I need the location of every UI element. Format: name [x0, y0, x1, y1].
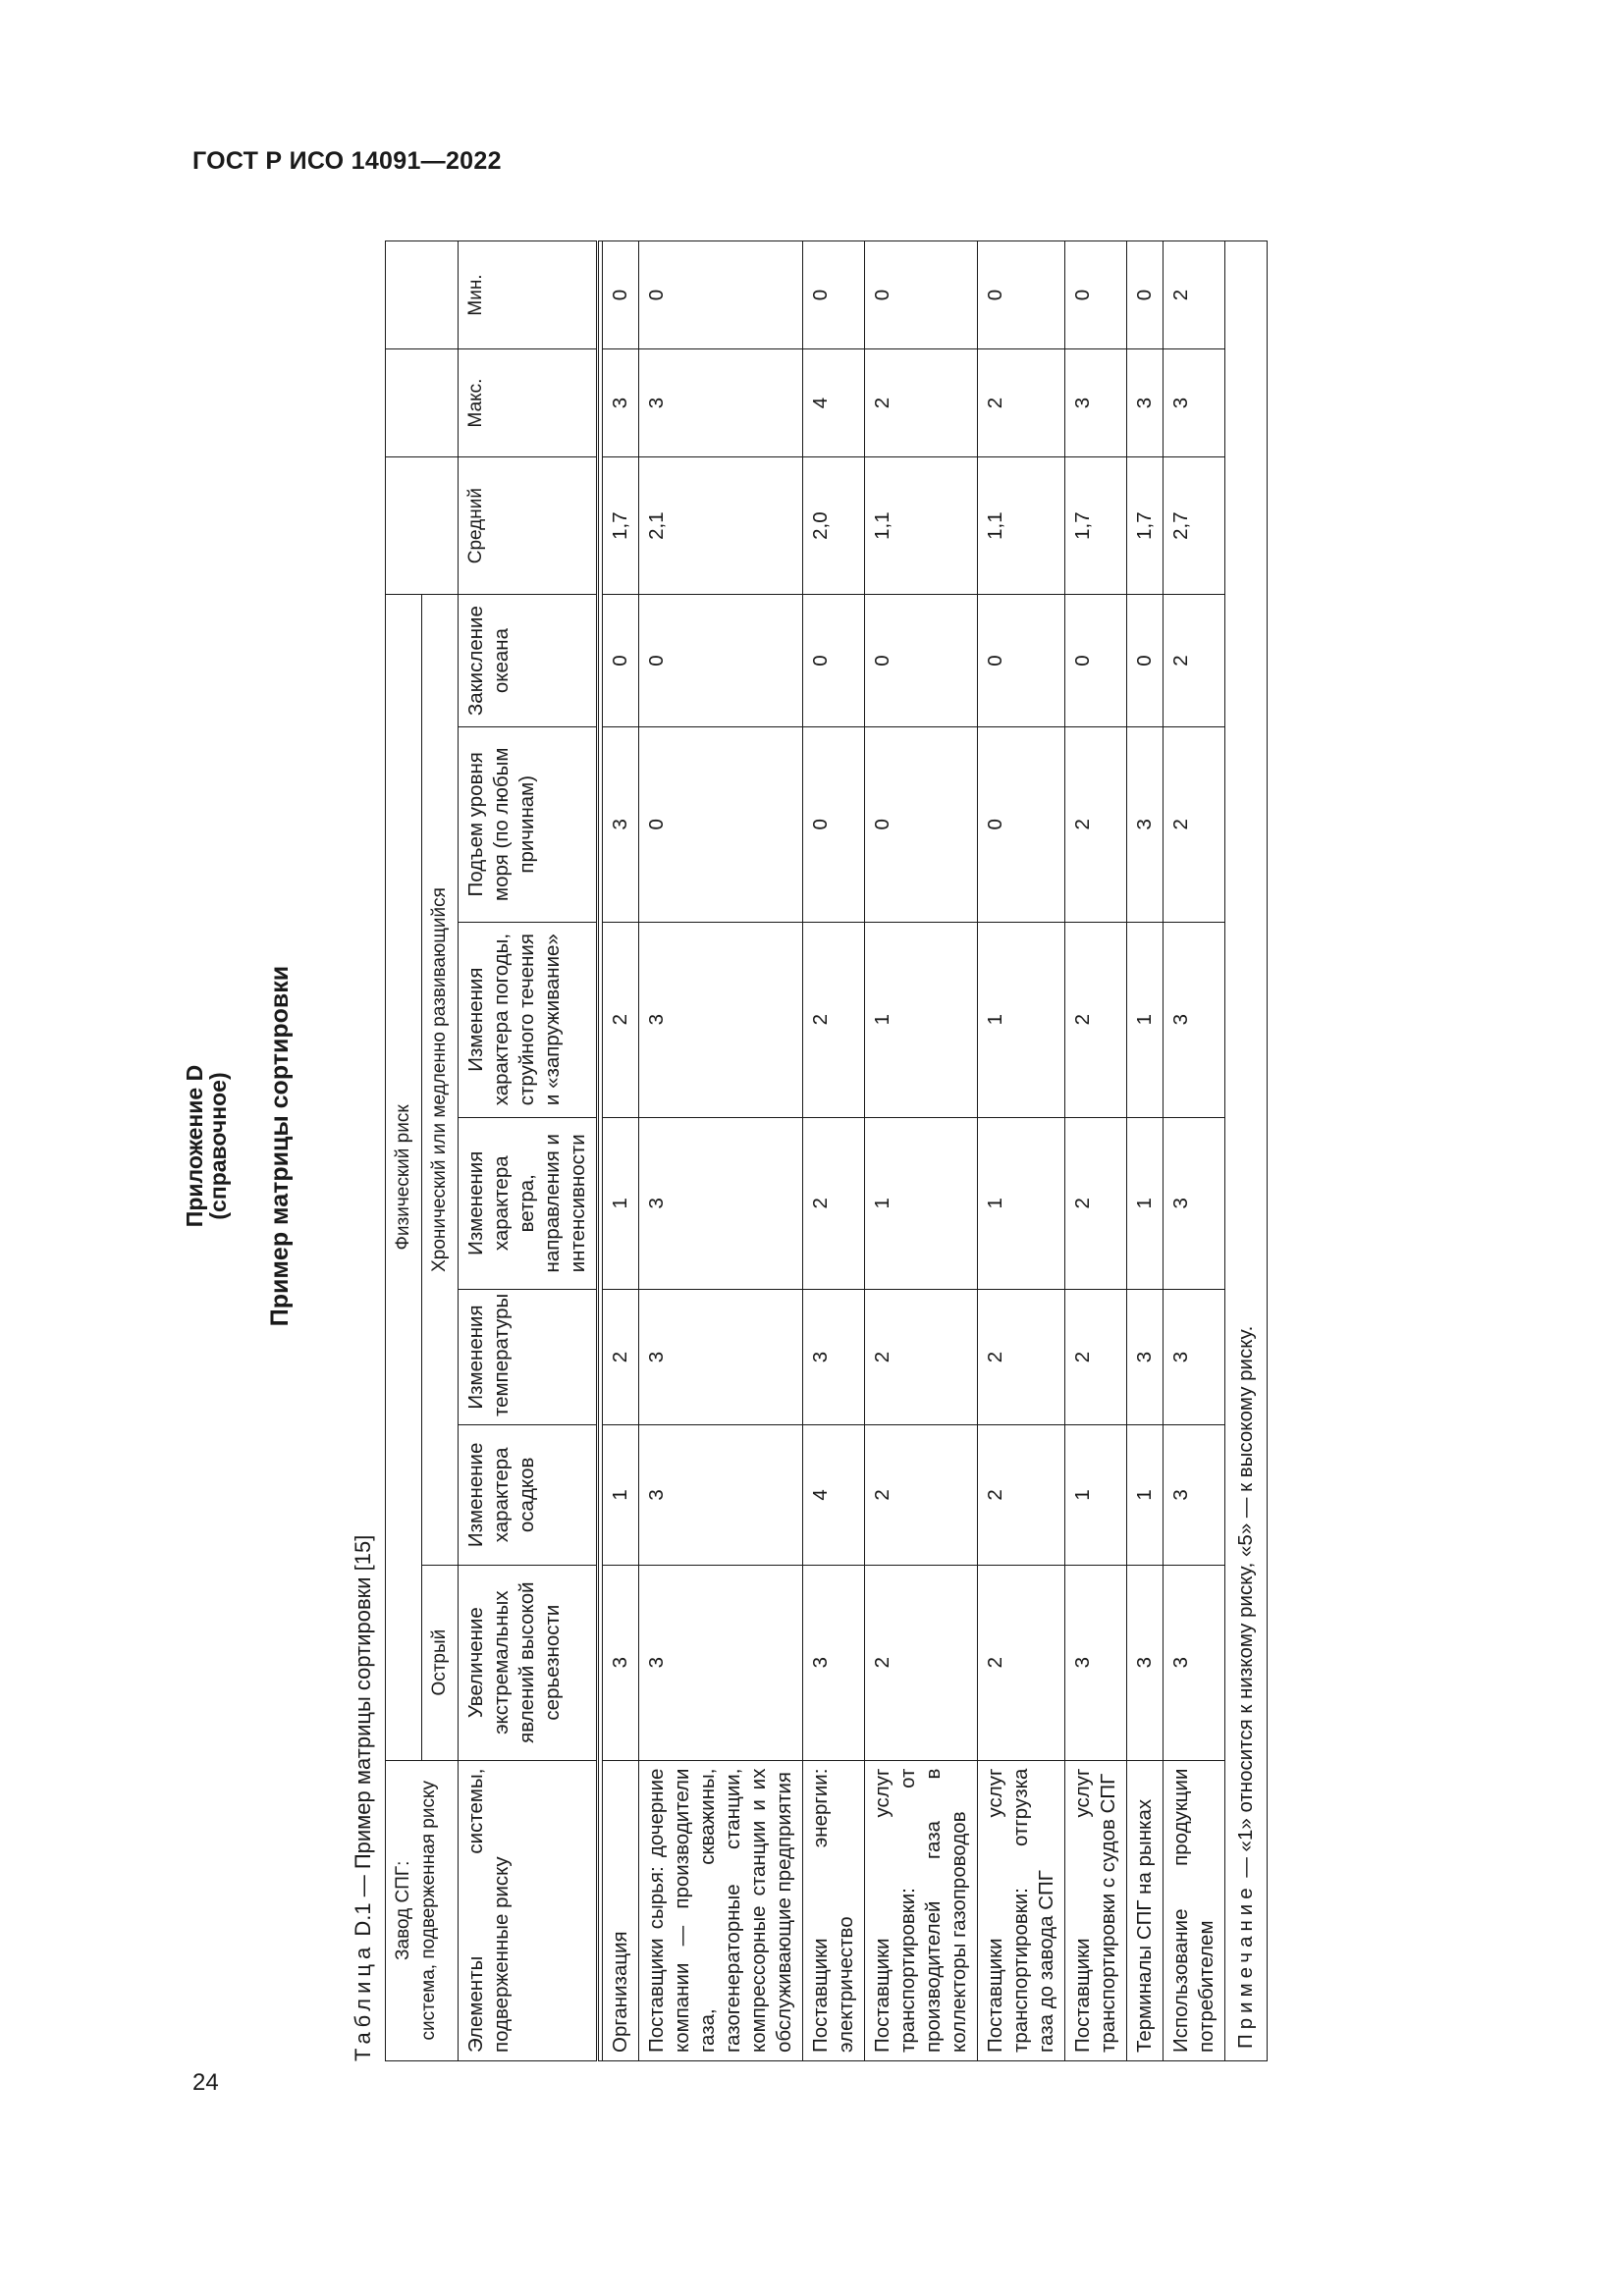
- max-value-cell: 3: [1127, 349, 1164, 457]
- hazard-header-cell: Изменения температуры: [459, 1289, 598, 1424]
- risk-score-cell: 2: [803, 922, 865, 1117]
- risk-score-cell: 3: [803, 1565, 865, 1760]
- table-row: [803, 241, 865, 2061]
- note-prefix: Примечание: [1234, 1883, 1257, 2049]
- risk-score-cell: 2: [1065, 726, 1127, 922]
- risk-score-cell: 2: [978, 1289, 1065, 1424]
- hazard-header-cell: Закисление океана: [459, 595, 598, 727]
- min-value-cell: 0: [803, 241, 865, 349]
- risk-score-cell: 2: [603, 922, 639, 1117]
- row-label: Организация: [603, 1760, 639, 2060]
- max-value-cell: 2: [865, 349, 978, 457]
- risk-score-cell: 0: [1127, 595, 1164, 727]
- table-row: [603, 241, 639, 2061]
- annex-main-title: Пример матрицы сортировки: [266, 965, 294, 1327]
- risk-score-cell: 0: [639, 726, 803, 922]
- risk-score-cell: 2: [1065, 1289, 1127, 1424]
- table-caption: [351, 1535, 376, 2061]
- row-label: Поставщики услуг транспортировки: от производителей газа в коллекторы газопроводов: [865, 1760, 978, 2060]
- group-header-acute: Острый: [422, 1565, 459, 1760]
- min-value-cell: 2: [1164, 241, 1225, 349]
- risk-score-cell: 2: [865, 1425, 978, 1566]
- row-label: Поставщики услуг транспортировки с судов СПГ: [1065, 1760, 1127, 2060]
- mean-value-cell: 2,1: [639, 456, 803, 594]
- table-row: [1127, 241, 1164, 2061]
- risk-score-cell: 3: [1127, 1289, 1164, 1424]
- group-header-physical-risk: Физический риск: [386, 595, 422, 1760]
- document-code: ГОСТ Р ИСО 14091—2022: [192, 147, 502, 175]
- max-value-cell: 3: [603, 349, 639, 457]
- risk-score-cell: 3: [1164, 1117, 1225, 1289]
- hazard-header-row: [459, 241, 598, 2061]
- mean-value-cell: 1,7: [1065, 456, 1127, 594]
- hazard-header-cell: Увеличение экстремальных явлений высокой серьезности: [459, 1565, 598, 1760]
- risk-score-cell: 3: [639, 922, 803, 1117]
- risk-score-cell: 4: [803, 1425, 865, 1566]
- risk-score-cell: 0: [1065, 595, 1127, 727]
- table-note: [1225, 241, 1268, 2061]
- table-row: [1164, 241, 1225, 2061]
- risk-score-cell: 2: [1065, 922, 1127, 1117]
- risk-score-cell: 0: [865, 726, 978, 922]
- risk-score-cell: 2: [978, 1425, 1065, 1566]
- row-label: Поставщики энергии: электричество: [803, 1760, 865, 2060]
- risk-score-cell: 2: [978, 1565, 1065, 1760]
- risk-score-cell: 1: [1127, 1425, 1164, 1566]
- risk-score-cell: 1: [603, 1117, 639, 1289]
- risk-score-cell: 0: [978, 726, 1065, 922]
- risk-score-cell: 3: [803, 1289, 865, 1424]
- risk-score-cell: 3: [1164, 1425, 1225, 1566]
- max-value-cell: 3: [1065, 349, 1127, 457]
- min-value-cell: 0: [1127, 241, 1164, 349]
- table-caption-prefix: Таблица: [351, 1942, 375, 2061]
- risk-score-cell: 1: [1065, 1425, 1127, 1566]
- mean-value-cell: 1,1: [865, 456, 978, 594]
- risk-score-cell: 0: [865, 595, 978, 727]
- min-value-cell: 0: [978, 241, 1065, 349]
- mean-value-cell: 2,0: [803, 456, 865, 594]
- table-caption-text: D.1 — Пример матрицы сортировки [15]: [351, 1534, 375, 1943]
- max-value-cell: 3: [639, 349, 803, 457]
- table-corner-header: [386, 1760, 459, 2060]
- risk-score-cell: 2: [865, 1565, 978, 1760]
- table-row: [978, 241, 1065, 2061]
- risk-score-cell: 2: [603, 1289, 639, 1424]
- table-row: [639, 241, 803, 2061]
- risk-score-cell: 0: [978, 595, 1065, 727]
- column-header-mean: Средний: [459, 456, 598, 594]
- row-label: Терминалы СПГ на рынках: [1127, 1760, 1164, 2060]
- risk-score-cell: 3: [1065, 1565, 1127, 1760]
- risk-score-cell: 3: [639, 1117, 803, 1289]
- sorting-matrix-table: [385, 240, 1268, 2061]
- risk-score-cell: 1: [1127, 922, 1164, 1117]
- risk-score-cell: 2: [1065, 1117, 1127, 1289]
- risk-score-cell: 1: [865, 1117, 978, 1289]
- risk-score-cell: 0: [639, 595, 803, 727]
- hazard-header-cell: Изменение характера осадков: [459, 1425, 598, 1566]
- risk-score-cell: 0: [803, 726, 865, 922]
- max-value-cell: 2: [978, 349, 1065, 457]
- column-header-max: Макс.: [459, 349, 598, 457]
- column-header-min: Мин.: [459, 241, 598, 349]
- hazard-header-cell: Изменения характера ветра, направления и интенсивности: [459, 1117, 598, 1289]
- min-value-cell: 0: [865, 241, 978, 349]
- row-label: Поставщики услуг транспортировки: отгрузка газа до завода СПГ: [978, 1760, 1065, 2060]
- max-value-cell: 4: [803, 349, 865, 457]
- table-note-row: [1225, 241, 1268, 2061]
- risk-score-cell: 0: [603, 595, 639, 727]
- table-row: [865, 241, 978, 2061]
- risk-score-cell: 0: [803, 595, 865, 727]
- risk-score-cell: 3: [1164, 922, 1225, 1117]
- group-header-chronic: Хронический или медленно развивающийся: [422, 595, 459, 1565]
- risk-score-cell: 3: [1164, 1565, 1225, 1760]
- risk-score-cell: 3: [639, 1425, 803, 1566]
- min-value-cell: 0: [1065, 241, 1127, 349]
- risk-score-cell: 3: [1127, 1565, 1164, 1760]
- risk-score-cell: 3: [1164, 1289, 1225, 1424]
- risk-score-cell: 1: [978, 1117, 1065, 1289]
- risk-score-cell: 3: [603, 1565, 639, 1760]
- row-label: Поставщики сырья: дочерние компании — производители газа, скважины, газогенераторные станции, компрессорные станции и их обслуживающие предприятия: [639, 1760, 803, 2060]
- risk-score-cell: 2: [1164, 726, 1225, 922]
- hazard-header-cell: Изменения характера погоды, струйного течения и «запруживание»: [459, 922, 598, 1117]
- table-corner-bottom: система, подверженная риску: [418, 1781, 439, 2041]
- note-text: — «1» относится к низкому риску, «5» — к высокому риску.: [1234, 1325, 1257, 1884]
- hazard-row-label: Элементы системы, подверженные риску: [459, 1760, 598, 2060]
- risk-score-cell: 3: [1127, 726, 1164, 922]
- mean-value-cell: 1,7: [1127, 456, 1164, 594]
- hazard-header-cell: Подъем уровня моря (по любым причинам): [459, 726, 598, 922]
- risk-score-cell: 2: [1164, 595, 1225, 727]
- mean-value-cell: 2,7: [1164, 456, 1225, 594]
- min-value-cell: 0: [639, 241, 803, 349]
- risk-score-cell: 1: [978, 922, 1065, 1117]
- risk-score-cell: 2: [865, 1289, 978, 1424]
- risk-score-cell: 1: [1127, 1117, 1164, 1289]
- table-row: [1065, 241, 1127, 2061]
- risk-score-cell: 1: [865, 922, 978, 1117]
- table-corner-top: Завод СПГ:: [393, 1860, 413, 1960]
- risk-score-cell: 3: [603, 726, 639, 922]
- risk-score-cell: 3: [639, 1289, 803, 1424]
- rotated-annex-content: [182, 231, 1419, 2061]
- annex-title: Приложение D: [182, 1064, 207, 1228]
- mean-value-cell: 1,1: [978, 456, 1065, 594]
- risk-score-cell: 2: [803, 1117, 865, 1289]
- mean-value-cell: 1,7: [603, 456, 639, 594]
- page-number: 24: [192, 2069, 219, 2096]
- min-value-cell: 0: [603, 241, 639, 349]
- annex-subtitle: (справочное): [205, 1072, 231, 1220]
- risk-score-cell: 1: [603, 1425, 639, 1566]
- row-label: Использование продукции потребителем: [1164, 1760, 1225, 2060]
- max-value-cell: 3: [1164, 349, 1225, 457]
- risk-score-cell: 3: [639, 1565, 803, 1760]
